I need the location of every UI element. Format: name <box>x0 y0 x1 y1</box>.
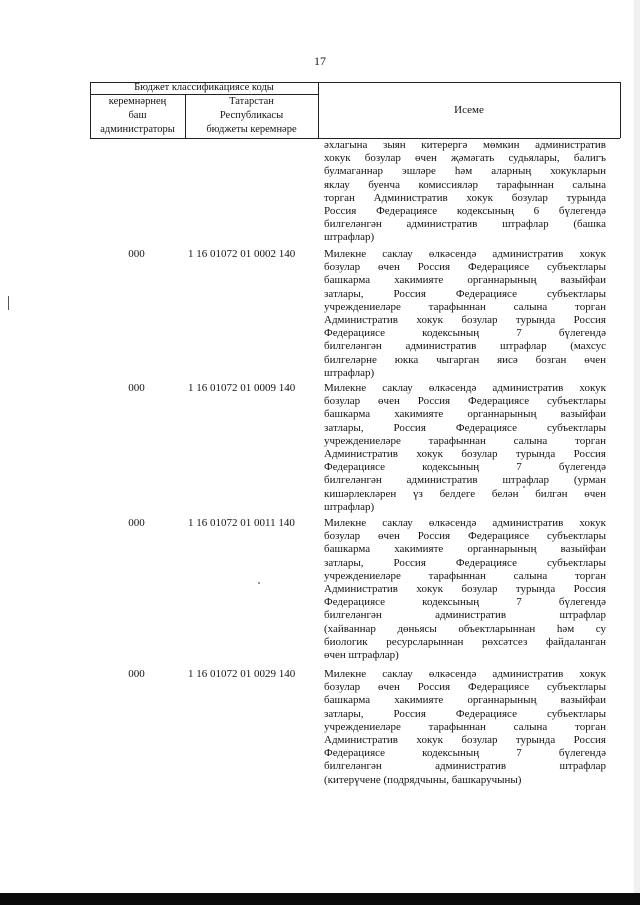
name-line: кишәрлекләрен үз белдеге белән билгән өчен <box>324 487 606 500</box>
name-line: учреждениеләре тарафыннан салына торган <box>324 569 606 582</box>
name-line: әхлагына зыян китерергә мөмкин административ <box>324 139 606 151</box>
name-line: Административ хокук бозулар турында Россия <box>324 448 606 461</box>
income-name <box>324 517 606 662</box>
name-line: башкарма хакимияте органнарының вазыйфаи <box>324 274 606 287</box>
header-code-line: Республикасы <box>219 110 284 121</box>
name-line: яклау буенча комиссияләр тарафыннан салына <box>324 178 606 191</box>
scan-bottom-border <box>0 893 640 905</box>
name-line: Федерациясе кодексының 7 бүлегендә <box>324 327 606 340</box>
admin-code: 000 <box>128 382 145 394</box>
name-line: торган Административ хокук бозулар турында <box>324 191 606 204</box>
name-line: учреждениеләре тарафыннан салына торган <box>324 720 606 733</box>
header-code-line: Татарстан <box>229 96 274 107</box>
name-line: бозулар өчен Россия Федерациясе субъектлары <box>324 395 606 408</box>
admin-code: 000 <box>128 248 145 260</box>
name-line: булмаганнар эшләре һәм аларның хокукларын <box>324 165 606 178</box>
header-code-line: бюджеты керемнәре <box>206 124 297 135</box>
name-line: Административ хокук бозулар турында Россия <box>324 734 606 747</box>
income-code: 1 16 01072 01 0011 140 <box>188 517 295 529</box>
page-number: 17 <box>314 54 326 68</box>
header-admin-line: керемнәрнең <box>108 96 167 107</box>
header-name-column: Исеме <box>454 104 484 116</box>
name-line: Федерациясе кодексының 7 бүлегендә <box>324 596 606 609</box>
name-line: бозулар өчен Россия Федерациясе субъектлары <box>324 530 606 543</box>
name-line: хокук бозулар өчен җәмәгать судьялары, балигъ <box>324 152 606 165</box>
scan-edge-shadow <box>634 0 640 905</box>
name-line: штрафлар) <box>324 366 375 379</box>
scan-speck <box>523 486 525 488</box>
name-line: башкарма хакимияте органнарының вазыйфаи <box>324 543 606 556</box>
name-line: башкарма хакимияте органнарының вазыйфаи <box>324 694 606 707</box>
name-line: учреждениеләре тарафыннан салына торган <box>324 300 606 313</box>
scan-margin-mark <box>8 296 9 310</box>
name-line: Россия Федерациясе кодексының 6 бүлегендә <box>324 205 606 218</box>
header-group-title: Бюджет классификациясе коды <box>134 82 274 93</box>
continuation-text <box>324 139 606 245</box>
name-line: өчен штрафлар) <box>324 649 399 662</box>
header-admin-line: баш <box>128 110 147 121</box>
name-line: билгеләнгән административ штрафлар <box>324 609 606 622</box>
name-line: затлары, Россия Федерациясе субъектлары <box>324 287 606 300</box>
name-line: (хайваннар дөньясы объектларыннан һәм су <box>324 622 606 635</box>
name-line: затлары, Россия Федерациясе субъектлары <box>324 421 606 434</box>
income-name <box>324 382 606 514</box>
name-line: (китерүчене (подрядчыны, башкаручыны) <box>324 773 522 786</box>
header-code-column <box>185 95 318 137</box>
header-admin-line: администраторы <box>100 124 175 135</box>
name-line: Федерациясе кодексының 7 бүлегендә <box>324 461 606 474</box>
income-code: 1 16 01072 01 0002 140 <box>188 248 296 260</box>
name-line: башкарма хакимияте органнарының вазыйфаи <box>324 408 606 421</box>
name-line: затлары, Россия Федерациясе субъектлары <box>324 556 606 569</box>
scan-speck <box>258 582 260 584</box>
name-line: Административ хокук бозулар турында Россия <box>324 314 606 327</box>
name-line: билгеләнгән административ штрафлар (урман <box>324 474 606 487</box>
header-admin-column <box>90 95 185 137</box>
admin-code: 000 <box>128 517 145 529</box>
name-line: учреждениеләре тарафыннан салына торган <box>324 434 606 447</box>
name-line: Милекне саклау өлкәсендә административ хокук <box>324 668 606 680</box>
name-line: Милекне саклау өлкәсендә административ хокук <box>324 382 606 394</box>
name-line: Федерациясе кодексының 7 бүлегендә <box>324 747 606 760</box>
income-code: 1 16 01072 01 0029 140 <box>188 668 296 680</box>
admin-code: 000 <box>128 668 145 680</box>
name-line: штрафлар) <box>324 231 375 244</box>
name-line: затлары, Россия Федерациясе субъектлары <box>324 707 606 720</box>
name-line: билгеләнгән административ штрафлар (махсус <box>324 340 606 353</box>
name-line: билгеләрне юкка чыгарган яисә бозган өчен <box>324 353 606 366</box>
name-line: Милекне саклау өлкәсендә административ хокук <box>324 248 606 260</box>
income-name <box>324 248 606 380</box>
name-line: биологик ресурсларыннан рөхсәтсез файдаланган <box>324 635 606 648</box>
name-line: билгеләнгән административ штрафлар (башка <box>324 218 606 231</box>
name-line: билгеләнгән административ штрафлар <box>324 760 606 773</box>
name-line: Административ хокук бозулар турында Россия <box>324 583 606 596</box>
name-line: штрафлар) <box>324 500 375 513</box>
income-code: 1 16 01072 01 0009 140 <box>188 382 296 394</box>
income-name <box>324 668 606 787</box>
name-line: бозулар өчен Россия Федерациясе субъектлары <box>324 681 606 694</box>
name-line: бозулар өчен Россия Федерациясе субъектлары <box>324 261 606 274</box>
name-line: Милекне саклау өлкәсендә административ хокук <box>324 517 606 529</box>
